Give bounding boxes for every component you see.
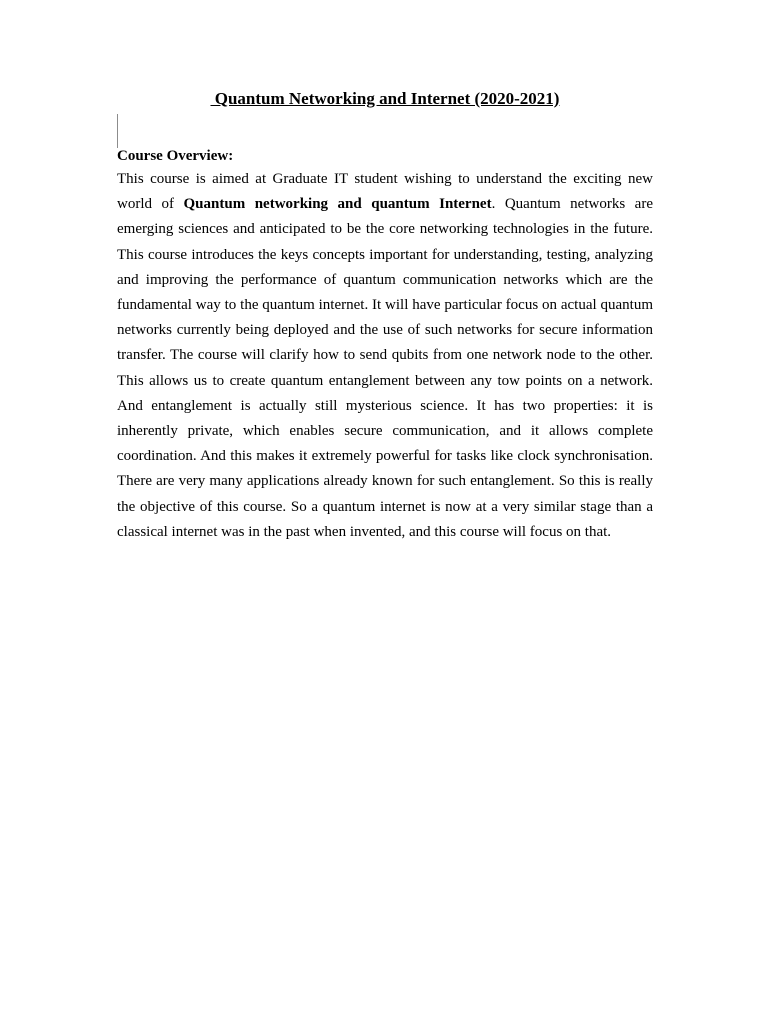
paragraph-emphasis: Quantum networking and quantum Internet [183, 196, 492, 213]
section-heading: Course Overview: [117, 148, 234, 164]
paragraph-rest: . Quantum networks are emerging sciences and anticipated to be the core networking technologies in the future. This course introduces the keys concepts important for understanding, testing, analyzing and improving the performance of quantum communication networks which are the fundamental way to the quantum internet. It will have particular focus on actual quantum networks currently being deployed and the use of such networks for secure information transfer. The course will clarify how to send qubits from one network node to the other. This allows us to create quantum entanglement between any tow points on a network. And entanglement is actually still mysterious science. It has two properties: it is inherently private, which enables secure communication, and it allows complete coordination. And this makes it extremely powerful for tasks like clock synchronisation. There are very many applications already known for such entanglement. So this is really the objective of this course. So a quantum internet is now at a very similar stage than a classical internet was in the past when invented, and this course will focus on that. [117, 196, 653, 540]
text-cursor [117, 114, 118, 148]
paragraph-lead: This course is aimed at Graduate IT student wishing to understand the exciting new world of [117, 171, 653, 213]
course-overview-paragraph [117, 167, 653, 545]
document-title: Quantum Networking and Internet (2020-2021) [210, 89, 560, 108]
